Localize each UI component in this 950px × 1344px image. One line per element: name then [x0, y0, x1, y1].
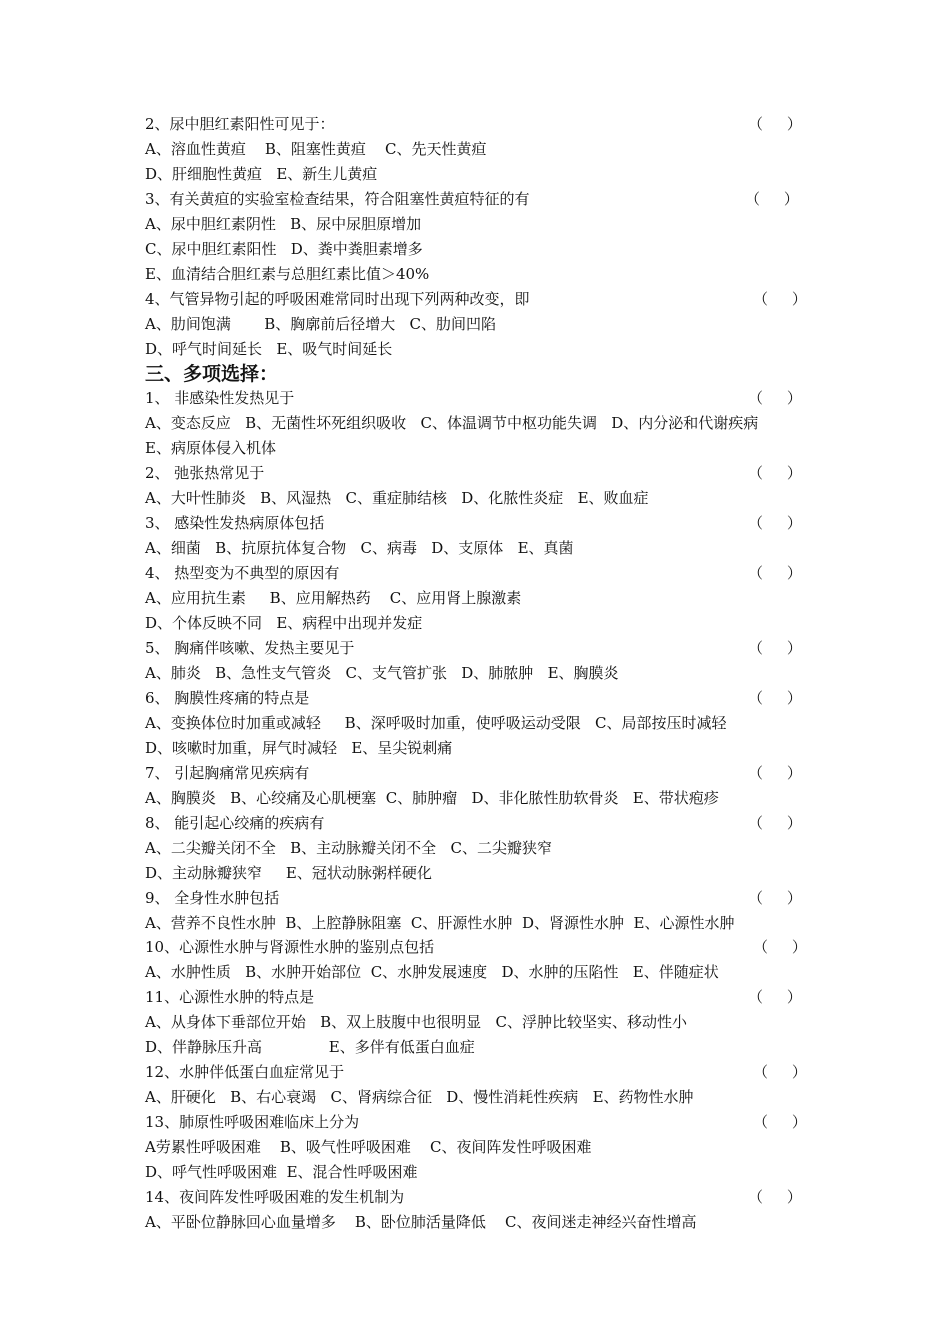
answer-blank: （ ）	[748, 514, 802, 532]
options: D、肝细胞性黄疸 E、新生儿黄疸	[145, 165, 378, 183]
options: E、血清结合胆红素与总胆红素比值＞40%	[145, 265, 430, 283]
question-14: 14、夜间阵发性呼吸困难的发生机制为	[145, 1188, 405, 1206]
question-5: 5、 胸痛伴咳嗽、发热主要见于	[145, 639, 355, 657]
answer-blank: （ ）	[748, 564, 802, 582]
options: D、呼气性呼吸困难 E、混合性呼吸困难	[145, 1163, 418, 1181]
question-2: 2、尿中胆红素阳性可见于：	[145, 115, 335, 133]
options: A、平卧位静脉回心血量增多 B、卧位肺活量降低 C、夜间迷走神经兴奋性增高	[145, 1213, 697, 1231]
options: A、变换体位时加重或减轻 B、深呼吸时加重，使呼吸运动受限 C、局部按压时减轻	[145, 714, 727, 732]
answer-blank: （ ）	[748, 689, 802, 707]
question-4: 4、 热型变为不典型的原因有	[145, 564, 340, 582]
question-6: 6、 胸膜性疼痛的特点是	[145, 689, 310, 707]
answer-blank: （ ）	[748, 889, 802, 907]
options: A、水肿性质 B、水肿开始部位 C、水肿发展速度 D、水肿的压陷性 E、伴随症状	[145, 963, 719, 981]
options: A、肝硬化 B、右心衰竭 C、肾病综合征 D、慢性消耗性疾病 E、药物性水肿	[145, 1088, 694, 1106]
answer-blank: （ ）	[748, 389, 802, 407]
answer-blank: （ ）	[748, 115, 802, 133]
question-12: 12、水肿伴低蛋白血症常见于	[145, 1063, 345, 1081]
options: D、主动脉瓣狭窄 E、冠状动脉粥样硬化	[145, 864, 432, 882]
options: A、胸膜炎 B、心绞痛及心肌梗塞 C、肺肿瘤 D、非化脓性肋软骨炎 E、带状疱疹	[145, 789, 719, 807]
answer-blank: （ ）	[748, 988, 802, 1006]
options: A、应用抗生素 B、应用解热药 C、应用肾上腺激素	[145, 589, 522, 607]
answer-blank: （ ）	[748, 464, 802, 482]
question-8: 8、 能引起心绞痛的疾病有	[145, 814, 325, 832]
answer-blank: （ ）	[748, 814, 802, 832]
question-1: 1、 非感染性发热见于	[145, 389, 295, 407]
options: A、细菌 B、抗原抗体复合物 C、病毒 D、支原体 E、真菌	[145, 539, 574, 557]
options: E、病原体侵入机体	[145, 439, 276, 457]
answer-blank: （ ）	[748, 764, 802, 782]
options: A劳累性呼吸困难 B、吸气性呼吸困难 C、夜间阵发性呼吸困难	[145, 1138, 592, 1156]
options: A、肋间饱满 B、胸廓前后径增大 C、肋间凹陷	[145, 315, 497, 333]
options: A、肺炎 B、急性支气管炎 C、支气管扩张 D、肺脓肿 E、胸膜炎	[145, 664, 619, 682]
question-3: 3、有关黄疸的实验室检查结果，符合阻塞性黄疸特征的有	[145, 190, 530, 208]
question-10: 10、心源性水肿与肾源性水肿的鉴别点包括	[145, 938, 435, 956]
options: D、伴静脉压升高 E、多伴有低蛋白血症	[145, 1038, 475, 1056]
answer-blank: （ ）	[753, 290, 807, 308]
options: A、溶血性黄疸 B、阻塞性黄疸 C、先天性黄疸	[145, 140, 487, 158]
question-7: 7、 引起胸痛常见疾病有	[145, 764, 310, 782]
options: A、从身体下垂部位开始 B、双上肢腹中也很明显 C、浮肿比较坚实、移动性小	[145, 1013, 687, 1031]
answer-blank: （ ）	[748, 1188, 802, 1206]
section-heading: 三、多项选择：	[145, 363, 279, 385]
options: D、呼气时间延长 E、吸气时间延长	[145, 340, 393, 358]
question-3: 3、 感染性发热病原体包括	[145, 514, 325, 532]
options: A、变态反应 B、无菌性坏死组织吸收 C、体温调节中枢功能失调 D、内分泌和代谢疾病	[145, 414, 759, 432]
question-2: 2、 弛张热常见于	[145, 464, 265, 482]
options: A、营养不良性水肿 B、上腔静脉阻塞 C、肝源性水肿 D、肾源性水肿 E、心源性水肿	[145, 914, 735, 932]
answer-blank: （ ）	[753, 938, 807, 956]
options: A、大叶性肺炎 B、风湿热 C、重症肺结核 D、化脓性炎症 E、败血症	[145, 489, 649, 507]
question-11: 11、心源性水肿的特点是	[145, 988, 315, 1006]
options: D、咳嗽时加重，屏气时减轻 E、呈尖锐刺痛	[145, 739, 453, 757]
question-13: 13、肺原性呼吸困难临床上分为	[145, 1113, 360, 1131]
answer-blank: （ ）	[745, 190, 799, 208]
question-4: 4、气管异物引起的呼吸困难常同时出现下列两种改变，即	[145, 290, 530, 308]
question-9: 9、 全身性水肿包括	[145, 889, 280, 907]
options: C、尿中胆红素阳性 D、粪中粪胆素增多	[145, 240, 423, 258]
options: D、个体反映不同 E、病程中出现并发症	[145, 614, 423, 632]
answer-blank: （ ）	[748, 639, 802, 657]
options: A、二尖瓣关闭不全 B、主动脉瓣关闭不全 C、二尖瓣狭窄	[145, 839, 552, 857]
answer-blank: （ ）	[753, 1113, 807, 1131]
options: A、尿中胆红素阴性 B、尿中尿胆原增加	[145, 215, 422, 233]
answer-blank: （ ）	[753, 1063, 807, 1081]
